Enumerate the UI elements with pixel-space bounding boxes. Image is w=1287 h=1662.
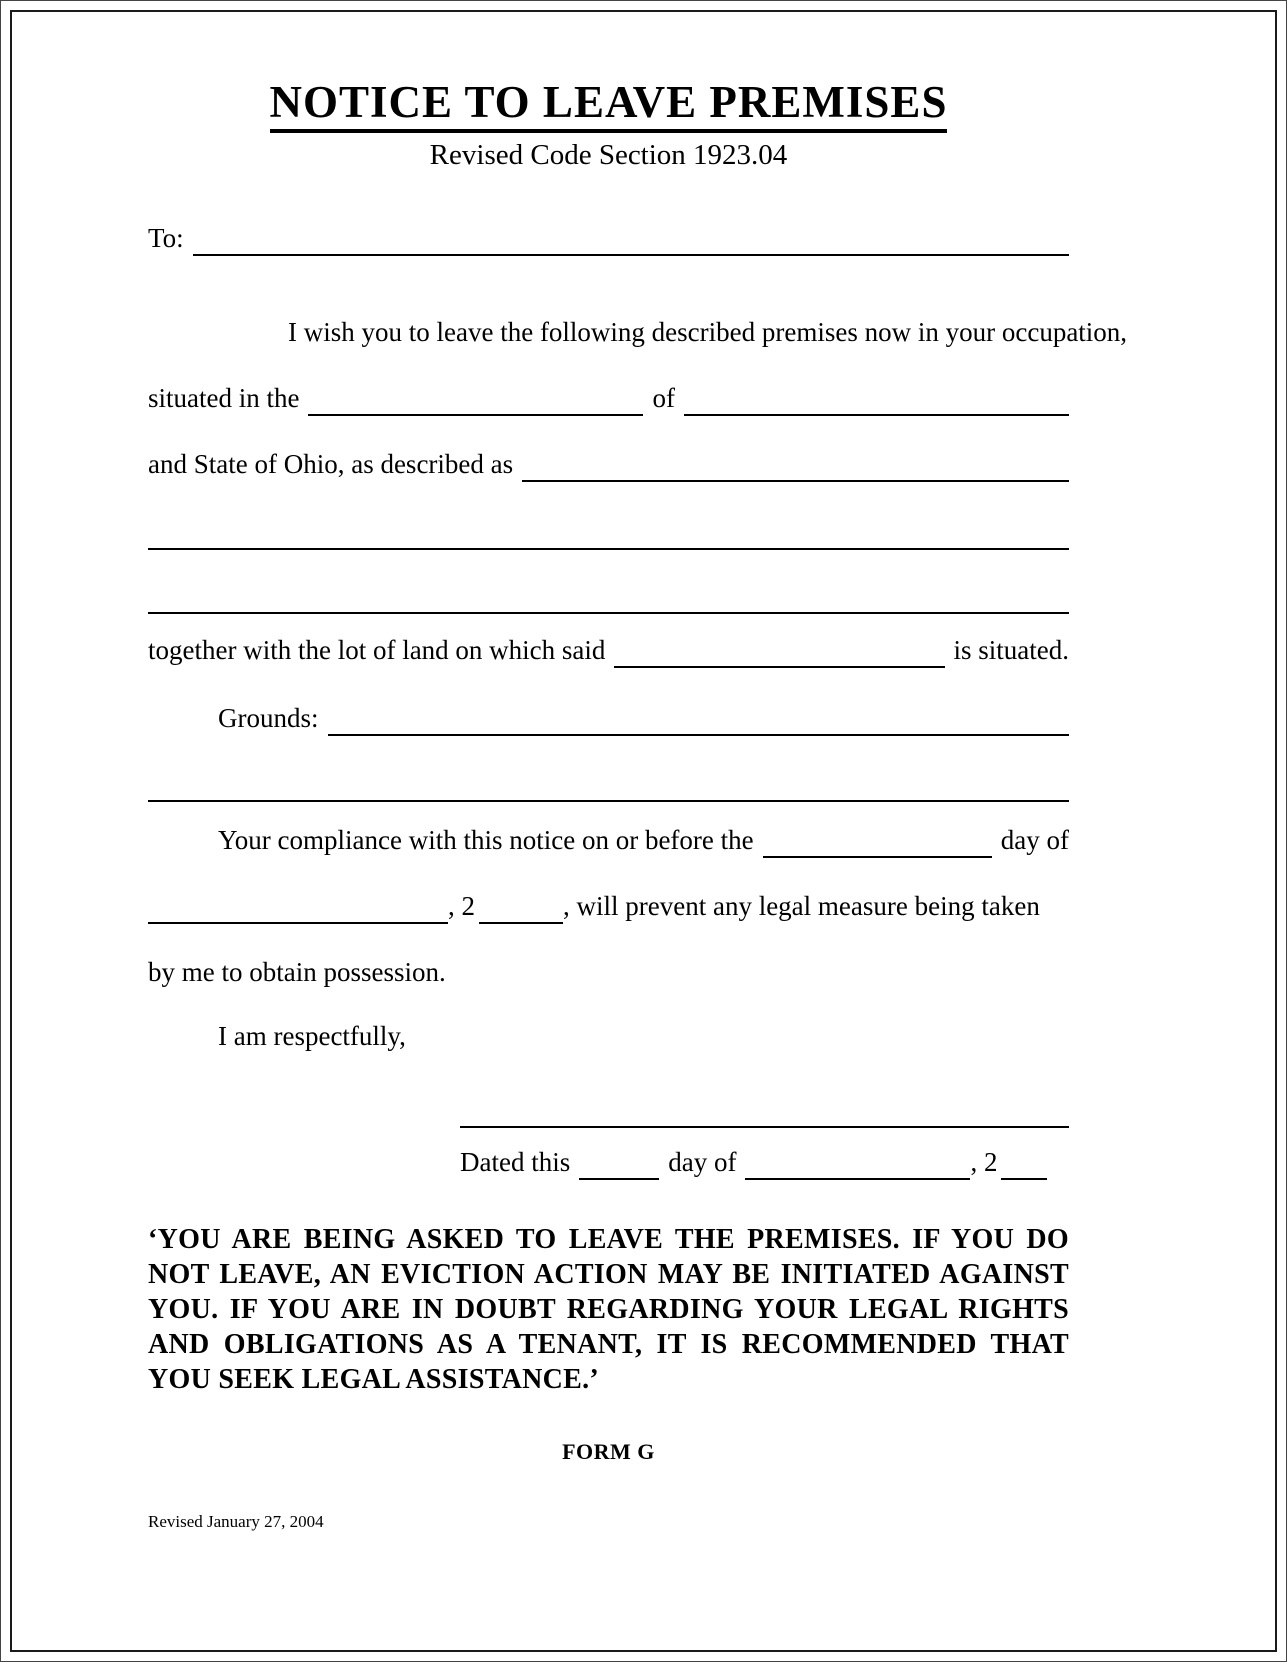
form-g-label: FORM G xyxy=(562,1438,655,1464)
prevent-row xyxy=(148,888,1069,924)
dated-two-prefix: , 2 xyxy=(970,1146,998,1177)
compliance-day-of-label: day of xyxy=(1000,824,1069,855)
document-title-text: NOTICE TO LEAVE PREMISES xyxy=(270,78,948,133)
described-row xyxy=(148,446,1069,482)
document-subtitle: Revised Code Section 1923.04 xyxy=(429,138,788,171)
county-field-line[interactable] xyxy=(684,386,1069,416)
description-blank-row-1 xyxy=(148,520,1069,550)
document-title xyxy=(148,78,1069,133)
compliance-lead-text: Your compliance with this notice on or before the xyxy=(218,824,754,855)
compliance-tail-text: , will prevent any legal measure being taken xyxy=(563,890,1040,921)
compliance-two-prefix: , 2 xyxy=(448,890,475,921)
municipality-field-line[interactable] xyxy=(308,386,643,416)
to-label: To: xyxy=(148,222,184,253)
compliance-month-field-line[interactable] xyxy=(148,894,448,924)
description-field-line-1[interactable] xyxy=(522,452,1069,482)
grounds-field-line-2[interactable] xyxy=(148,772,1069,802)
to-row xyxy=(148,220,1069,256)
together-row xyxy=(148,632,1069,668)
dated-year-field-line[interactable] xyxy=(1001,1150,1047,1180)
description-field-line-3[interactable] xyxy=(148,584,1069,614)
page-content xyxy=(12,12,1275,1650)
dated-day-field-line[interactable] xyxy=(579,1150,659,1180)
compliance-row xyxy=(218,822,1069,858)
description-blank-row-2 xyxy=(148,584,1069,614)
respectfully-row xyxy=(218,1018,1069,1054)
dated-day-of-label: day of xyxy=(668,1146,737,1177)
grounds-blank-row xyxy=(148,772,1069,802)
signature-row xyxy=(460,1098,1069,1128)
structure-field-line[interactable] xyxy=(614,638,944,668)
grounds-row xyxy=(218,700,1069,736)
possession-row xyxy=(148,954,1069,990)
respectfully-text: I am respectfully, xyxy=(218,1020,406,1051)
tenant-warning-paragraph: ‘YOU ARE BEING ASKED TO LEAVE THE PREMISES. IF YOU DO NOT LEAVE, AN EVICTION ACTION MAY BE INITIATED AGAINST YOU. IF YOU ARE IN DOUBT REGARDING YOUR LEGAL RIGHTS AND OBLIGATIONS AS A TENANT, IT IS RECOMMENDED THAT YOU SEEK LEGAL ASSISTANCE.’ xyxy=(148,1223,1069,1395)
situated-label: situated in the xyxy=(148,382,300,413)
revised-date-note: Revised January 27, 2004 xyxy=(148,1512,324,1531)
intro-paragraph xyxy=(148,314,1128,350)
intro-text: I wish you to leave the following described premises now in your occupation, xyxy=(288,316,1128,347)
described-label: and State of Ohio, as described as xyxy=(148,448,514,479)
compliance-day-field-line[interactable] xyxy=(763,828,992,858)
dated-row xyxy=(460,1144,1069,1180)
description-field-line-2[interactable] xyxy=(148,520,1069,550)
grounds-field-line-1[interactable] xyxy=(328,706,1070,736)
possession-text: by me to obtain possession. xyxy=(148,956,446,987)
page-border xyxy=(10,10,1277,1652)
grounds-label: Grounds: xyxy=(218,702,319,733)
compliance-year-field-line[interactable] xyxy=(479,894,563,924)
together-label: together with the lot of land on which said xyxy=(148,634,606,665)
dated-label: Dated this xyxy=(460,1146,571,1177)
to-field-line[interactable] xyxy=(193,226,1069,256)
of-label: of xyxy=(652,382,675,413)
situated-row xyxy=(148,380,1069,416)
is-situated-label: is situated. xyxy=(953,634,1069,665)
dated-month-field-line[interactable] xyxy=(745,1150,970,1180)
signature-field-line[interactable] xyxy=(460,1098,1069,1128)
